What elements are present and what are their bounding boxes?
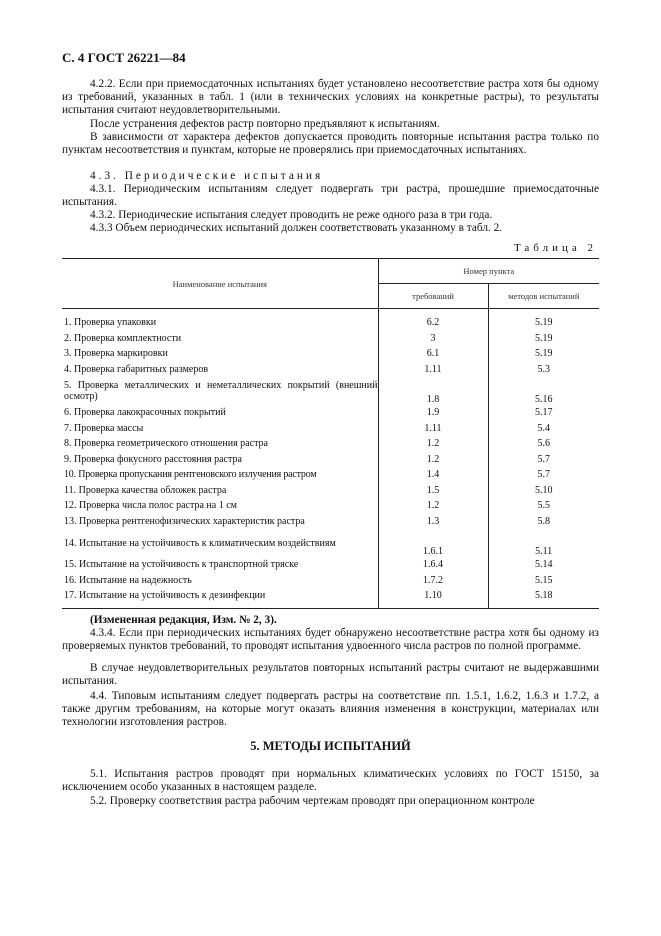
row-req: 1.3 — [378, 514, 488, 530]
row-meth: 5.18 — [488, 588, 599, 604]
row-name: 12. Проверка числа полос растра на 1 см — [64, 500, 237, 512]
row-name: 7. Проверка массы — [64, 422, 144, 434]
table-row — [62, 483, 599, 499]
row-name: 10. Проверка пропускания рентгеновского излучения растром — [64, 469, 317, 481]
row-meth: 5.17 — [488, 405, 599, 421]
col-header-meth: методов испытаний — [488, 284, 599, 309]
row-meth: 5.4 — [488, 421, 599, 437]
row-name: 4. Проверка габаритных размеров — [64, 363, 209, 375]
row-req: 1.5 — [378, 483, 488, 499]
table-row — [62, 362, 599, 378]
row-meth: 5.5 — [488, 498, 599, 514]
row-meth: 5.8 — [488, 514, 599, 530]
section-4-3-title: 4.3. Периодические испытания — [90, 170, 324, 182]
table-row — [62, 405, 599, 421]
table-caption: Таблица 2 — [513, 242, 597, 254]
table-row — [62, 346, 599, 362]
page-header: С. 4 ГОСТ 26221—84 — [62, 50, 186, 65]
table-row — [62, 315, 599, 331]
row-req: 1.11 — [378, 362, 488, 378]
table-row — [62, 498, 599, 514]
paragraph-4-3-3: 4.3.3 Объем периодических испытаний должен соответствовать указанному в табл. 2. — [90, 222, 503, 234]
row-req: 3 — [378, 331, 488, 347]
row-name: 9. Проверка фокусного расстояния растра — [64, 453, 242, 465]
row-meth: 5.16 — [488, 377, 599, 405]
row-req: 6.1 — [378, 346, 488, 362]
paragraph-dependence: В зависимости от характера дефектов допускается проводить повторные испытания растра только по пунктам несоответствия и пунктам, которые не проверялись при приемосдаточных испытаниях. — [62, 131, 599, 156]
row-req: 6.2 — [378, 315, 488, 331]
paragraph-after-defects: После устранения дефектов растр повторно предъявляют к испытаниям. — [90, 118, 440, 130]
table-row — [62, 331, 599, 347]
row-name: 1. Проверка упаковки — [64, 317, 157, 329]
row-meth: 5.14 — [488, 557, 599, 573]
paragraph-4-3-1: 4.3.1. Периодическим испытаниям следует подвергать три растра, прошедшие приемосдаточные испытания. — [62, 183, 599, 208]
row-req: 1.8 — [378, 377, 488, 405]
row-name: 2. Проверка комплектности — [64, 332, 182, 344]
paragraph-5-1: 5.1. Испытания растров проводят при нормальных климатических условиях по ГОСТ 15150, за исключением особо указанных в настоящем разделе. — [62, 768, 599, 793]
table-row — [62, 377, 599, 405]
row-meth: 5.7 — [488, 452, 599, 468]
col-header-name: Наименование испытания — [62, 259, 378, 309]
row-name: 14. Испытание на устойчивость к климатическим воздействиям — [64, 537, 336, 549]
table-row — [62, 436, 599, 452]
paragraph-4-3-2: 4.3.2. Периодические испытания следует проводить не реже одного раза в три года. — [90, 209, 493, 221]
row-meth: 5.15 — [488, 573, 599, 589]
row-meth: 5.3 — [488, 362, 599, 378]
row-meth: 5.11 — [488, 529, 599, 557]
paragraph-4-2-2: 4.2.2. Если при приемосдаточных испытаниях будет установлено несоответствие растра хотя бы одному из требований, указанных в табл. 1 (или в технических условиях на конкретные растры), то результаты испытания считают неудовлетворительными. — [62, 78, 599, 116]
row-name: 17. Испытание на устойчивость к дезинфекции — [64, 590, 266, 602]
row-name: 6. Проверка лакокрасочных покрытий — [64, 407, 226, 419]
row-name: 8. Проверка геометрического отношения растра — [64, 438, 268, 450]
row-meth: 5.19 — [488, 346, 599, 362]
row-req: 1.2 — [378, 452, 488, 468]
row-req: 1.9 — [378, 405, 488, 421]
paragraph-4-3-4: 4.3.4. Если при периодических испытаниях будет обнаружено несоответствие растра хотя бы одному из проверяемых пунктов требований, то проводят испытания удвоенного числа растров по полной программе. — [62, 627, 599, 652]
row-req: 1.6.4 — [378, 557, 488, 573]
row-name: 16. Испытание на надежность — [64, 574, 192, 586]
row-name: 13. Проверка рентгенофизических характеристик растра — [64, 515, 305, 527]
paragraph-5-2: 5.2. Проверку соответствия растра рабочим чертежам проводят при операционном контроле — [90, 795, 535, 807]
row-meth: 5.19 — [488, 315, 599, 331]
row-req: 1.11 — [378, 421, 488, 437]
amendment-note: (Измененная редакция, Изм. № 2, 3). — [90, 614, 277, 626]
table-row — [62, 557, 599, 573]
row-meth: 5.6 — [488, 436, 599, 452]
row-req: 1.10 — [378, 588, 488, 604]
paragraph-4-4: 4.4. Типовым испытаниям следует подвергать растры на соответствие пп. 1.5.1, 1.6.2, 1.6.3 и 1.7.2, а также другим требованиям, на которые могут оказать влияния изменения в конструкции, материалах или технологии изготовления растров. — [62, 690, 599, 728]
row-name: 3. Проверка маркировки — [64, 348, 168, 360]
paragraph-repeat-tests: В случае неудовлетворительных результатов повторных испытаний растры считают не выдержавшими испытания. — [62, 662, 599, 687]
table-2 — [62, 258, 599, 609]
table-row — [62, 467, 599, 483]
row-name: 15. Испытание на устойчивость к транспортной тряске — [64, 559, 299, 571]
row-name: 5. Проверка металлических и неметаллических покрытий (внешний осмотр) — [64, 380, 378, 402]
row-meth: 5.10 — [488, 483, 599, 499]
row-meth: 5.19 — [488, 331, 599, 347]
row-req: 1.4 — [378, 467, 488, 483]
row-req: 1.6.1 — [378, 529, 488, 557]
section-5-title: 5. МЕТОДЫ ИСПЫТАНИЙ — [250, 739, 411, 753]
table-row — [62, 588, 599, 604]
col-header-group: Номер пункта — [378, 259, 599, 284]
row-name: 11. Проверка качества обложек растра — [64, 484, 227, 496]
table-row — [62, 514, 599, 530]
col-header-req: требований — [378, 284, 488, 309]
row-meth: 5.7 — [488, 467, 599, 483]
table-row — [62, 452, 599, 468]
row-req: 1.7.2 — [378, 573, 488, 589]
table-row — [62, 421, 599, 437]
row-req: 1.2 — [378, 498, 488, 514]
table-row — [62, 529, 599, 557]
table-row — [62, 573, 599, 589]
row-req: 1.2 — [378, 436, 488, 452]
